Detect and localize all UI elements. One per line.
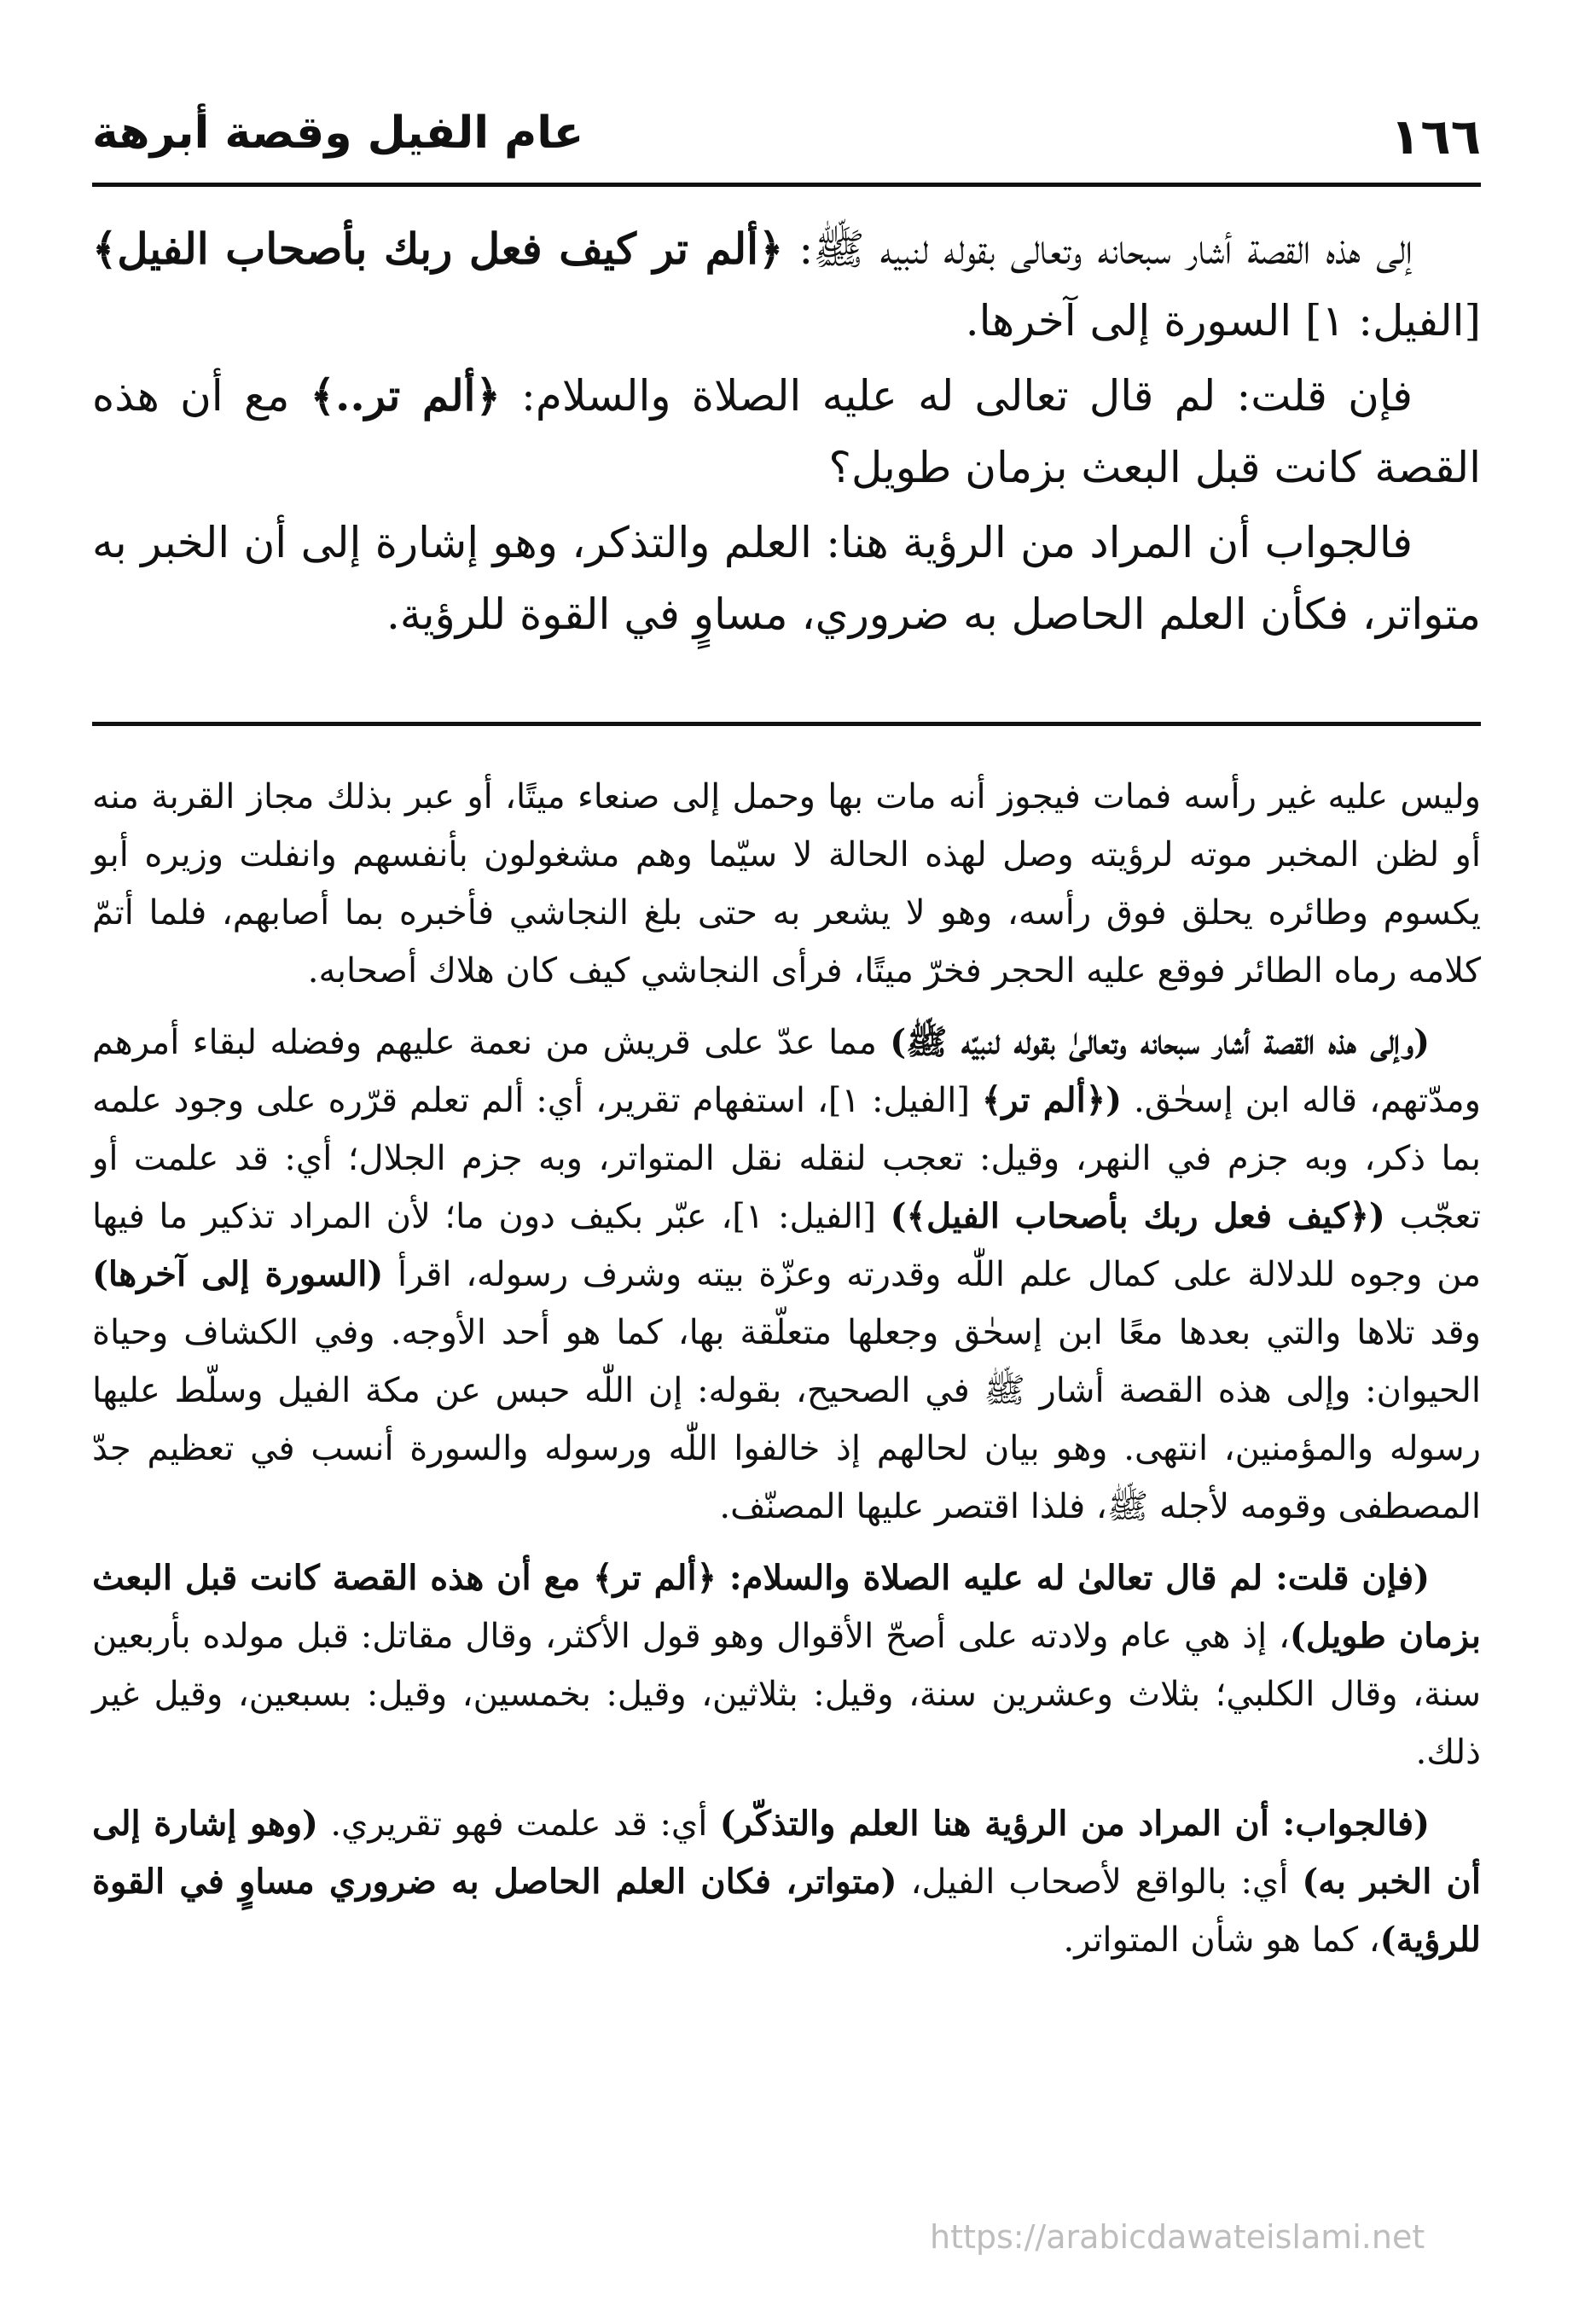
quran-verse-2: ﴿ألم تر..﴾ [310,370,501,421]
website-watermark: https://arabicdawateislami.net [930,2218,1425,2256]
commentary-separator [92,722,1481,726]
commentary-3-text-1: ، إذ هي عام ولادته على أصحّ الأقوال وهو قول الأكثر، وقال مقاتل: قبل مولده بأربعين سنة، وقال الكلبي؛ بثلاث وعشرين سنة، وقيل: بثلاثين، وقيل: بخمسين، وقيل: بسبعين، وقيل غير ذلك. [92,1617,1481,1772]
main-paragraph-2 [92,360,1481,503]
main-paragraph-2-text-b: مع أن هذه القصة كانت قبل البعث بزمان طويل؟ [92,371,1481,492]
page-number: ١٦٦ [1390,107,1481,166]
commentary-2-text-4: وقد تلاها والتي بعدها معًا ابن إسحٰق وجعلها متعلّقة بها، كما هو أحد الأوجه. وفي الكشاف وحياة الحيوان: وإلى هذه القصة أشار ﷺ في الصحيح، بقوله: إن اللّٰه حبس عن مكة الفيل وسلّط عليها رسوله والمؤمنين، انتهى. وهو بيان لحالهم إذ خالفوا اللّٰه ورسوله والسورة أنسب في تعظيم جدّ المصطفى وقومه لأجله ﷺ، فلذا اقتصر عليها المصنّف. [92,1313,1482,1526]
main-paragraph-1 [92,213,1481,357]
main-paragraph-1-text-a: إلى هذه القصة أشار سبحانه وتعالى بقوله لنبيه ﷺ: [783,224,1413,274]
commentary-paragraph-3 [92,1549,1481,1781]
commentary-paragraph-1: وليس عليه غير رأسه فمات فيجوز أنه مات بها وحمل إلى صنعاء ميتًا، أو عبر بذلك مجاز القربة منه أو لظن المخبر موته لرؤيته وصل لهذه الحالة لا سيّما وهم مشغولون بأنفسهم وانفلت وزيره أبو يكسوم وطائره يحلق فوق رأسه، وهو لا يشعر به حتى بلغ النجاشي فأخبره بما أصابهم، فلما أتمّ كلامه رماه الطائر فوقع عليه الحجر فخرّ ميتًا، فرأى النجاشي كيف كان هلاك أصحابه. [92,777,1481,991]
commentary-4-text-1: أي: قد علمت فهو تقريري. [317,1804,720,1844]
commentary-2-quote-1: (وإلى هذه القصة أشار سبحانه وتعالىٰ بقوله لنبيّه ﷺ) [890,1022,1430,1062]
commentary-4-quote-2: (وهو إشارة إلى أن الخبر به) [92,1804,1482,1902]
page-header [92,101,1481,186]
main-paragraph-2-text-a: فإن قلت: لم قال تعالى له عليه الصلاة والسلام: [500,371,1413,421]
quran-verse-1: ﴿ألم تر كيف فعل ربك بأصحاب الفيل﴾ [92,224,784,274]
commentary-paragraph-4 [92,1795,1481,1969]
main-paragraph-1-text-b: [الفيل: ١] السورة إلى آخرها. [965,296,1481,346]
commentary-2-quote-3: (﴿كيف فعل ربك بأصحاب الفيل﴾) [890,1196,1385,1236]
commentary-2-quote-4: (السورة إلى آخرها) [92,1254,384,1294]
commentary-text [92,768,1481,1983]
main-text [92,213,1481,654]
commentary-2-text-3: [الفيل: ١]، عبّر بكيف دون ما؛ لأن المراد تذكير ما فيها من وجوه للدلالة على كمال علم اللّٰه وقدرته وعزّة بيته وشرف رسوله، اقرأ [92,1197,1481,1294]
header-rule [92,183,1481,187]
main-paragraph-3: فالجواب أن المراد من الرؤية هنا: العلم والتذكر، وهو إشارة إلى أن الخبر به متواتر، فكأن العلم الحاصل به ضروري، مساوٍ في القوة للرؤية. [92,518,1481,639]
commentary-2-text-1: مما عدّ على قريش من نعمة عليهم وفضله لبقاء أمرهم ومدّتهم، قاله ابن إسحٰق. [92,1023,1481,1120]
commentary-2-text-2: [الفيل: ١]، استفهام تقرير، أي: ألم تعلم قرّره على وجود علمه بما ذكر، وبه جزم في النهر، وقيل: تعجب لنقله نقل المتواتر، وبه جزم الجلال؛ أي: قد علمت أو تعجّب [92,1081,1481,1236]
commentary-paragraph-2 [92,1014,1481,1536]
commentary-4-quote-1: (فالجواب: أن المراد من الرؤية هنا العلم والتذكّر) [719,1804,1430,1844]
commentary-3-quote-1: (فإن قلت: لم قال تعالىٰ له عليه الصلاة والسلام: ﴿ألم تر﴾ مع أن هذه القصة كانت قبل البعث بزمان طويل) [92,1558,1482,1656]
commentary-4-text-3: ، كما هو شأن المتواتر. [1063,1920,1380,1960]
commentary-4-text-2: أي: بالواقع لأصحاب الفيل، [897,1862,1303,1902]
running-title: عام الفيل وقصة أبرهة [92,107,584,159]
commentary-2-quote-2: (﴿ألم تر﴾ [981,1080,1123,1120]
commentary-4-quote-3: (متواتر، فكان العلم الحاصل به ضروري مساوٍ في القوة للرؤية) [92,1862,1481,1960]
